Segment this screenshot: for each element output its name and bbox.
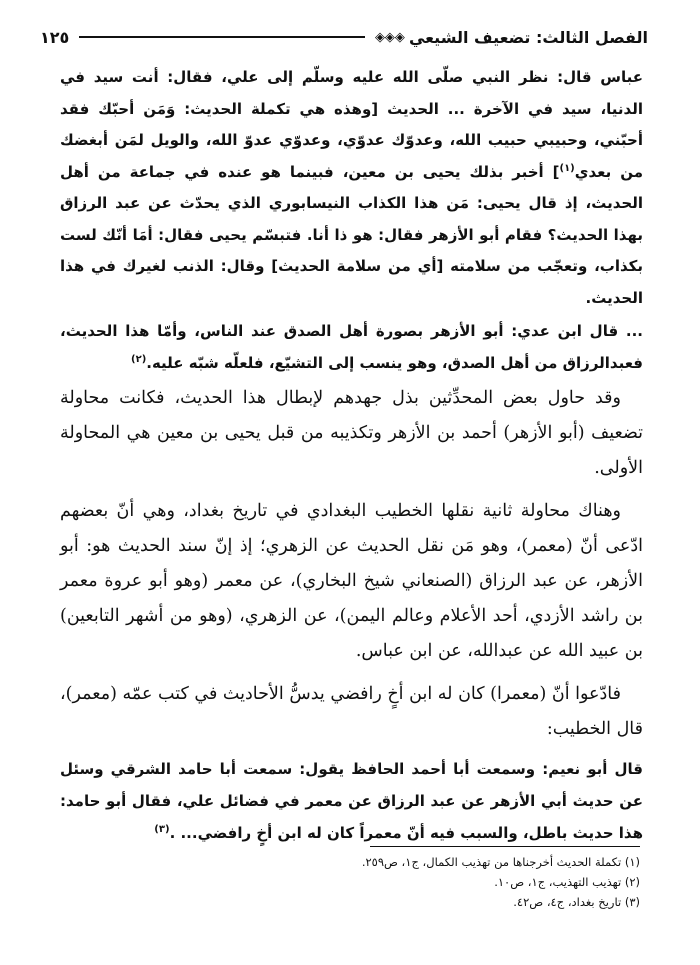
running-header xyxy=(40,22,648,52)
quoted-block-1 xyxy=(60,62,643,314)
footnote-3: (٣) تاريخ بغداد، ج٤، ص٤٢. xyxy=(513,895,640,909)
footnotes xyxy=(57,852,640,912)
footnote-ref-2: (٢) xyxy=(131,353,147,365)
footnote-2: (٢) تهذيب التهذيب، ج١، ص١٠. xyxy=(494,875,640,889)
paragraph-3: فادّعوا أنّ (معمرا) كان له ابن أخٍ رافضي يدسُّ الأحاديث في كتب عمّه (معمر)، قال الخطيب: xyxy=(60,684,643,739)
quote3-text: قال أبو نعيم: وسمعت أبا أحمد الحافظ يقول: سمعت أبا حامد الشرقي وسئل عن حديث أبي الأزهر عن عبد الرزاق عن معمر في فضائل علي، فقال أبو حامد: هذا حديث باطل، والسبب فيه أنّ معمراً كان له ابن أخٍ رافضي... . xyxy=(60,760,643,842)
quote1-continuation: ] أخبر بذلك يحيى بن معين، فبينما هو عنده في جماعة من أهل الحديث، إذ قال يحيى: مَن هذا الكذاب النيسابوري الذي يحدّث عن عبد الرزاق بهذا الحديث؟ فقام أبو الأزهر فقال: هو ذا أنا. فتبسّم يحيى فقال: أمَا أنّك لست بكذاب، وتعجّب من سلامته [أي من سلامة الحديث] وقال: الذنب لغيرك في هذا الحديث. xyxy=(60,162,643,307)
paragraph-2: وهناك محاولة ثانية نقلها الخطيب البغدادي في تاريخ بغداد، وهي أنّ بعضهم ادّعى أنّ (معمر)، وهو مَن نقل الحديث عن الزهري؛ إذ إنّ سند الحديث هو: أبو الأزهر، عن عبد الرزاق (الصنعاني شيخ البخاري)، عن معمر (وهو أبو عروة معمر بن راشد الأزدي، أحد الأعلام وعالم اليمن)، عن الزهري، (وهو من أشهر التابعين) بن عبيد الله عن عبدالله، عن ابن عباس. xyxy=(60,501,643,661)
quote1-text: عباس قال: نظر النبي صلّى الله عليه وسلّم إلى علي، فقال: أنت سيد في الدنيا، سيد في الآخرة ... الحديث [وهذه هي تكملة الحديث: وَمَن أحبّك فقد أحبّني، وحبيبي حبيب الله، وعدوّك عدوّي، وعدوّي عدوّ الله، والويل لمَن أبغضك من بعدي xyxy=(60,68,643,181)
ornament-diamonds: ◈◈◈ xyxy=(374,29,405,45)
quote2-text: ... قال ابن عدي: أبو الأزهر بصورة أهل الصدق عند الناس، وأمّا هذا الحديث، فعبدالرزاق من أهل الصدق، وهو ينسب إلى التشيّع، فلعلّه شبّه عليه. xyxy=(60,322,643,372)
chapter-title: الفصل الثالث: تضعيف الشيعي xyxy=(408,27,648,47)
paragraph-1: وقد حاول بعض المحدِّثين بذل جهدهم لإبطال هذا الحديث، فكانت محاولة تضعيف (أبو الأزهر) أحمد بن الأزهر وتكذيبه من قبل يحيى بن معين هي المحاولة الأولى. xyxy=(60,388,643,478)
page-number: ١٢٥ xyxy=(40,27,70,47)
footnote-ref-3: (٣) xyxy=(154,824,170,835)
main-text xyxy=(60,62,643,849)
footnote-rule xyxy=(370,846,640,847)
quoted-block-2 xyxy=(60,316,643,379)
header-rule xyxy=(79,36,365,38)
quoted-block-3 xyxy=(60,753,643,849)
footnote-1: (١) تكملة الحديث أخرجناها من تهذيب الكمال، ج١، ص٢٥٩. xyxy=(361,855,640,869)
footnote-ref-1: (١) xyxy=(559,162,575,174)
